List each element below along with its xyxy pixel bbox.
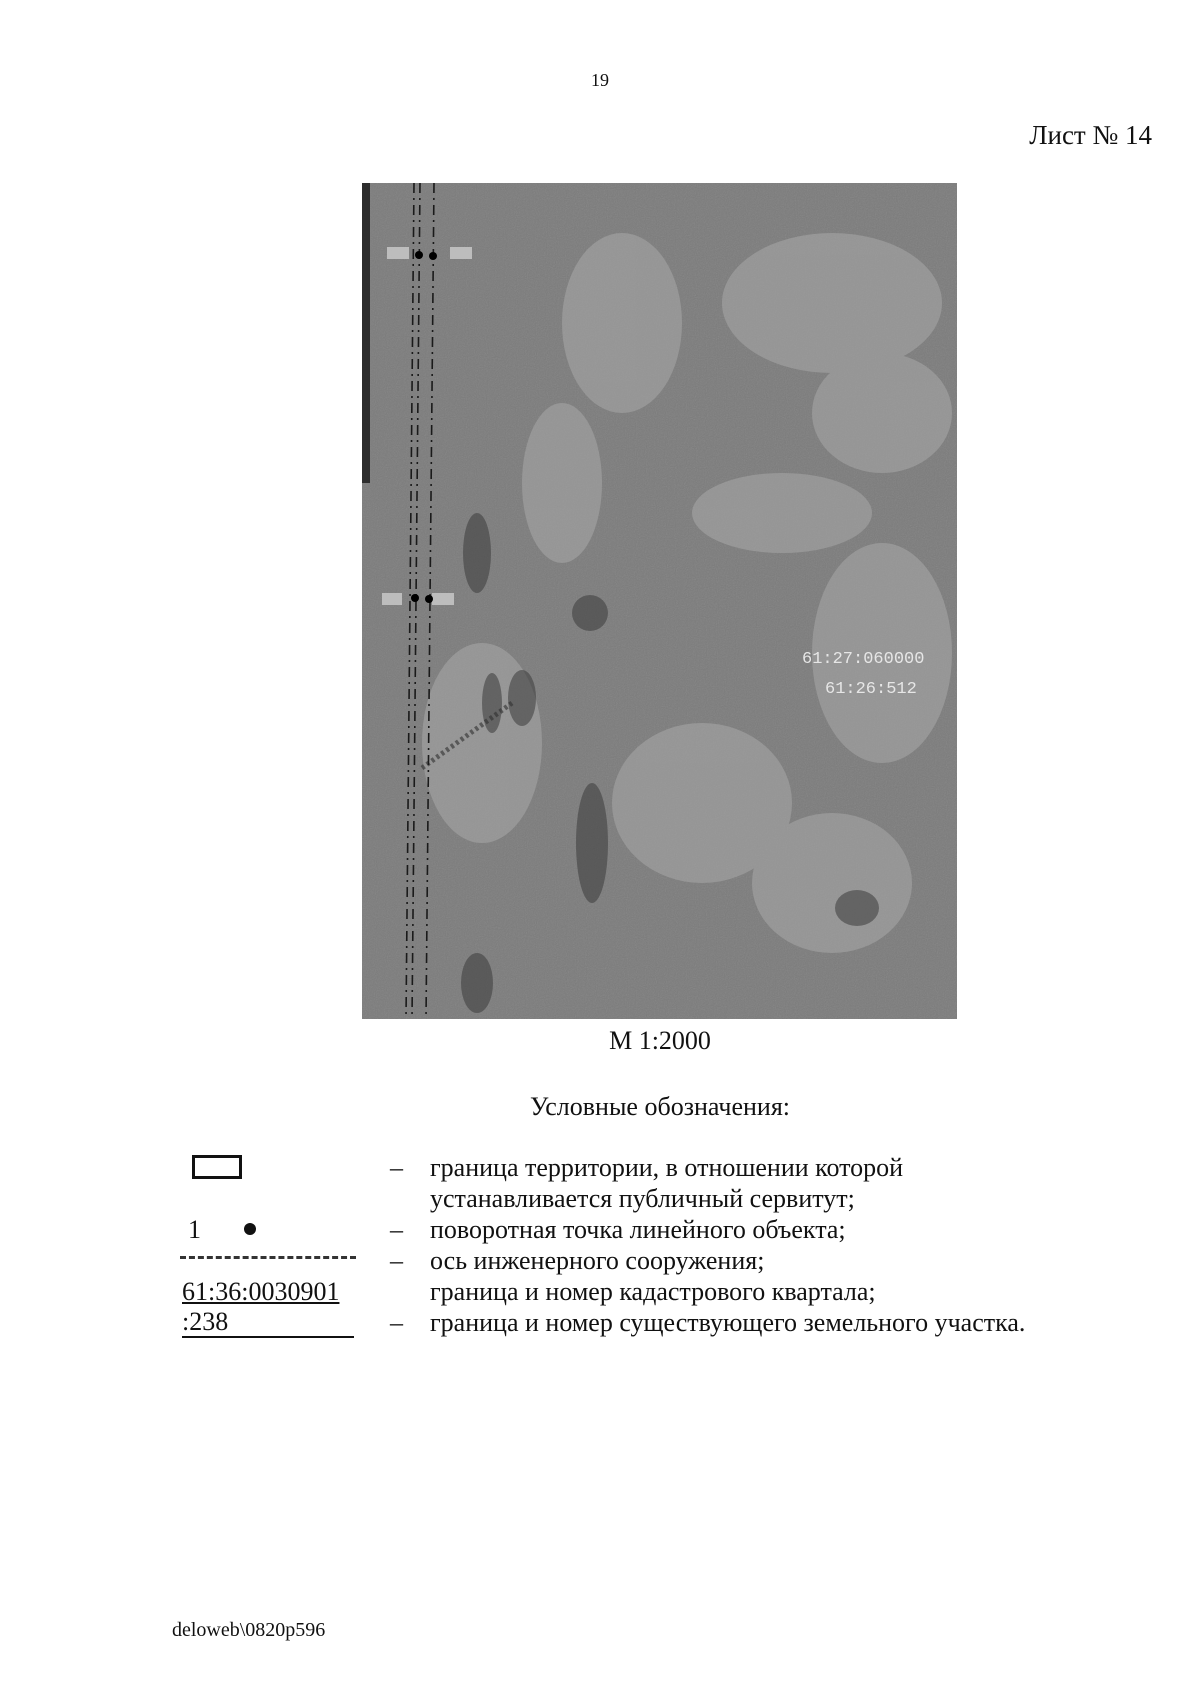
page-number: 19 <box>591 70 609 90</box>
legend-row-axis <box>180 1246 1140 1277</box>
legend-text: граница и номер кадастрового квартала; <box>430 1277 876 1306</box>
map-label-plot: 61:26:512 <box>825 680 917 699</box>
legend-row-point <box>180 1215 1140 1246</box>
legend-row-boundary <box>180 1153 1140 1184</box>
legend-dash: – <box>390 1153 403 1182</box>
turning-point-icon <box>244 1223 256 1235</box>
legend <box>180 1153 1140 1339</box>
legend-row-plot <box>180 1308 1140 1339</box>
footer-path: deloweb\0820p596 <box>172 1619 326 1641</box>
legend-dash: – <box>390 1246 403 1275</box>
boundary-rectangle-icon <box>192 1155 242 1179</box>
legend-row-quarter <box>180 1277 1140 1308</box>
legend-text: устанавливается публичный сервитут; <box>430 1184 855 1213</box>
map-label-quarter: 61:27:060000 <box>802 650 925 669</box>
dashed-axis-line-icon <box>180 1256 356 1259</box>
legend-text: ось инженерного сооружения; <box>430 1246 765 1275</box>
legend-row-boundary-cont <box>180 1184 1140 1215</box>
legend-text: граница территории, в отношении которой <box>430 1153 904 1182</box>
cadastral-quarter-code: 61:36:0030901 <box>182 1277 340 1306</box>
legend-dash: – <box>390 1215 403 1244</box>
point-number: 1 <box>188 1215 201 1244</box>
legend-dash: – <box>390 1308 403 1337</box>
legend-title: Условные обозначения: <box>529 1092 791 1121</box>
sheet-label: Лист № 14 <box>1029 120 1152 150</box>
legend-text: граница и номер существующего земельного участка. <box>430 1308 1026 1337</box>
legend-text: поворотная точка линейного объекта; <box>430 1215 846 1244</box>
aerial-map <box>362 183 957 1019</box>
land-plot-code: :238 <box>182 1308 354 1338</box>
map-scale: М 1:2000 <box>609 1026 711 1055</box>
